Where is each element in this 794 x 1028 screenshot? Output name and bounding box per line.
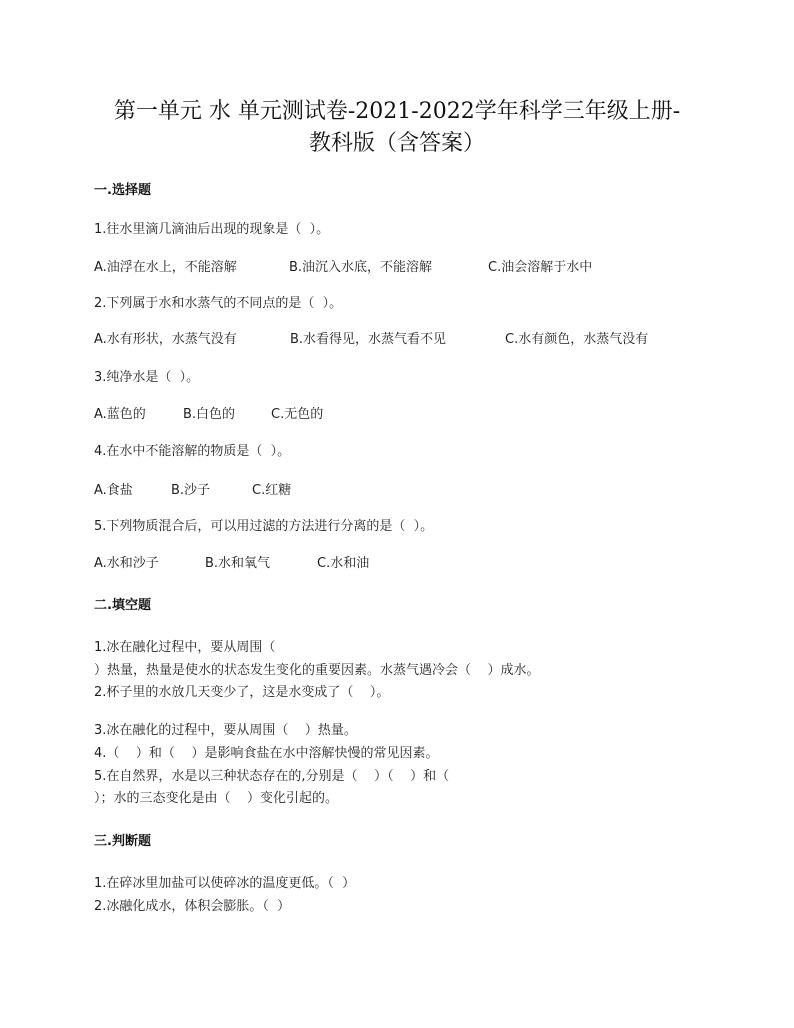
fill-question-4: 4.（ ）和（ ）是影响食盐在水中溶解快慢的常见因素。: [94, 746, 439, 761]
page-title-line-2: 教科版（含答案）: [308, 131, 485, 156]
section-heading-choice: 一.选择题: [94, 183, 151, 198]
section-heading-judge: 三.判断题: [94, 834, 151, 849]
judge-question-1: 1.在碎冰里加盐可以使碎冰的温度更低。（ ）: [94, 876, 356, 891]
choice-q4-option-c: C.红糖: [252, 483, 292, 498]
fill-question-5-line-2: ）；水的三态变化是由（ ）变化引起的。: [94, 791, 339, 806]
choice-q1-option-a: A.油浮在水上，不能溶解: [94, 260, 237, 275]
choice-q5-option-b: B.水和氧气: [205, 556, 271, 571]
choice-q3-option-b: B.白色的: [183, 407, 236, 422]
choice-question-1: 1.往水里滴几滴油后出现的现象是（ ）。: [94, 222, 330, 237]
choice-q5-option-c: C.水和油: [317, 556, 370, 571]
choice-q3-option-c: C.无色的: [271, 407, 324, 422]
fill-question-1-line-1: 1.冰在融化过程中，要从周围（: [94, 640, 276, 655]
choice-question-3: 3.纯净水是（ ）。: [94, 370, 200, 385]
choice-question-2: 2.下列属于水和水蒸气的不同点的是（ ）。: [94, 296, 343, 311]
choice-question-4: 4.在水中不能溶解的物质是（ ）。: [94, 444, 291, 459]
fill-question-3: 3.冰在融化的过程中，要从周围（ ）热量。: [94, 723, 357, 738]
choice-q1-option-c: C.油会溶解于水中: [488, 260, 593, 275]
page-title-line-1: 第一单元 水 单元测试卷-2021-2022学年科学三年级上册-: [113, 99, 681, 124]
choice-q4-option-a: A.食盐: [94, 483, 133, 498]
choice-q4-option-b: B.沙子: [171, 483, 211, 498]
choice-question-5: 5.下列物质混合后，可以用过滤的方法进行分离的是（ ）。: [94, 519, 434, 534]
choice-q2-option-b: B.水看得见，水蒸气看不见: [290, 332, 447, 347]
section-heading-fill: 二.填空题: [94, 598, 151, 613]
choice-q1-option-b: B.油沉入水底，不能溶解: [289, 260, 433, 275]
choice-q2-option-a: A.水有形状，水蒸气没有: [94, 332, 237, 347]
choice-q3-option-a: A.蓝色的: [94, 407, 146, 422]
judge-question-2: 2.冰融化成水，体积会膨胀。（ ）: [94, 899, 291, 914]
fill-question-5-line-1: 5.在自然界，水是以三种状态存在的,分别是（ ）（ ）和（: [94, 769, 450, 784]
choice-q5-option-a: A.水和沙子: [94, 556, 159, 571]
choice-q2-option-c: C.水有颜色，水蒸气没有: [505, 332, 649, 347]
fill-question-1-line-2: ）热量，热量是使水的状态发生变化的重要因素。水蒸气遇冷会（ ）成水。: [94, 663, 540, 678]
fill-question-2: 2.杯子里的水放几天变少了，这是水变成了（ ）。: [94, 685, 390, 700]
